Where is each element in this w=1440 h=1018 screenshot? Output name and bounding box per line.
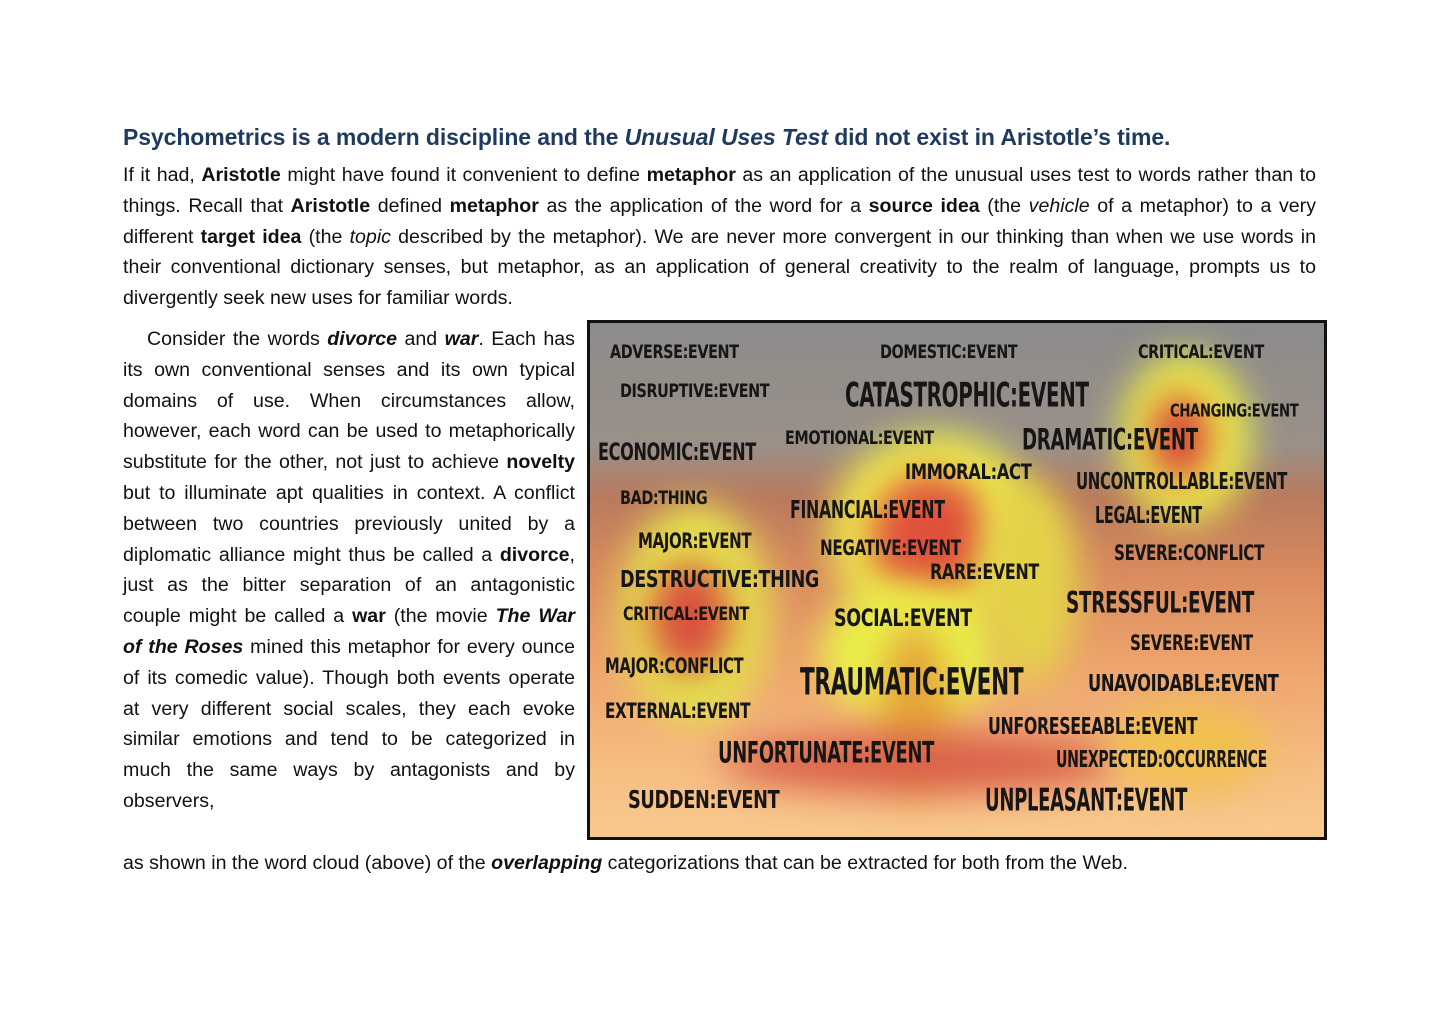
cloud-word: UNFORTUNATE:EVENT [718,735,935,770]
cloud-word: EXTERNAL:EVENT [605,698,751,724]
cloud-word: CHANGING:EVENT [1170,401,1299,422]
cloud-word: CATASTROPHIC:EVENT [845,375,1089,415]
cloud-word: MAJOR:EVENT [638,528,752,554]
cloud-word: UNAVOIDABLE:EVENT [1088,671,1279,698]
cloud-word: ECONOMIC:EVENT [598,439,756,467]
cloud-word: LEGAL:EVENT [1095,503,1202,530]
cloud-word: DOMESTIC:EVENT [880,341,1018,364]
heading-text-1: Psychometrics is a modern discipline and the [123,124,625,150]
cloud-word: RARE:EVENT [930,559,1039,585]
cloud-word: SUDDEN:EVENT [628,785,780,815]
cloud-word: CRITICAL:EVENT [1138,341,1264,364]
word-cloud-figure [587,320,1327,840]
cloud-word: DRAMATIC:EVENT [1022,422,1198,457]
heading-text-2: did not exist in Aristotle’s time. [827,124,1171,150]
cloud-word: BAD:THING [620,487,708,510]
closing-line: as shown in the word cloud (above) of the overlapping categorizations that can be extracted for both from the Web. [123,852,1128,874]
cloud-word: MAJOR:CONFLICT [605,653,744,679]
cloud-word: DISRUPTIVE:EVENT [620,380,770,403]
intro-paragraph: If it had, Aristotle might have found it convenient to define metaphor as an application of the unusual uses test to words rather than to things. Recall that Aristotle defined metaphor as the application of the word for a source idea (the vehicle of a metaphor) to a very different target idea (the topic described by the metaphor). We are never more convergent in our thinking than when we use words in their conventional dictionary senses, but metaphor, as an application of general creativity to the realm of language, prompts us to divergently seek new uses for familiar words. [123,164,1317,310]
section-heading [123,124,1323,151]
cloud-word: NEGATIVE:EVENT [820,535,961,561]
cloud-word: DESTRUCTIVE:THING [620,567,819,594]
cloud-word: TRAUMATIC:EVENT [800,661,1024,705]
body-paragraph: Consider the words divorce and war. Each has its own conventional senses and its own typical domains of use. When circumstances allow, however, each word can be used to metaphorically substitute for the other, not just to achieve novelty but to illuminate apt qualities in context. A conflict between two countries previously united by a diplomatic alliance might thus be called a divorce, just as the bitter separation of an antagonistic couple might be called a war (the movie The War of the Roses mined this metaphor for every ounce of its comedic value). Though both events operate at very different social scales, they each evoke similar emotions and tend to be categorized in much the same ways by antagonists and by observers, [123,328,575,812]
cloud-word: IMMORAL:ACT [905,459,1032,485]
cloud-word: UNFORESEEABLE:EVENT [988,714,1198,741]
cloud-word: SOCIAL:EVENT [834,605,972,633]
cloud-word: SEVERE:EVENT [1130,630,1253,656]
cloud-word: ADVERSE:EVENT [610,341,739,364]
cloud-word: UNCONTROLLABLE:EVENT [1076,469,1288,496]
heading-italic: Unusual Uses Test [624,124,828,150]
cloud-word: EMOTIONAL:EVENT [785,427,934,450]
cloud-word: SEVERE:CONFLICT [1114,540,1264,566]
cloud-word: UNPLEASANT:EVENT [985,782,1188,819]
cloud-word: CRITICAL:EVENT [623,603,749,626]
cloud-word: UNEXPECTED:OCCURRENCE [1056,747,1267,774]
cloud-word: STRESSFUL:EVENT [1066,585,1255,620]
cloud-word: FINANCIAL:EVENT [790,495,945,525]
